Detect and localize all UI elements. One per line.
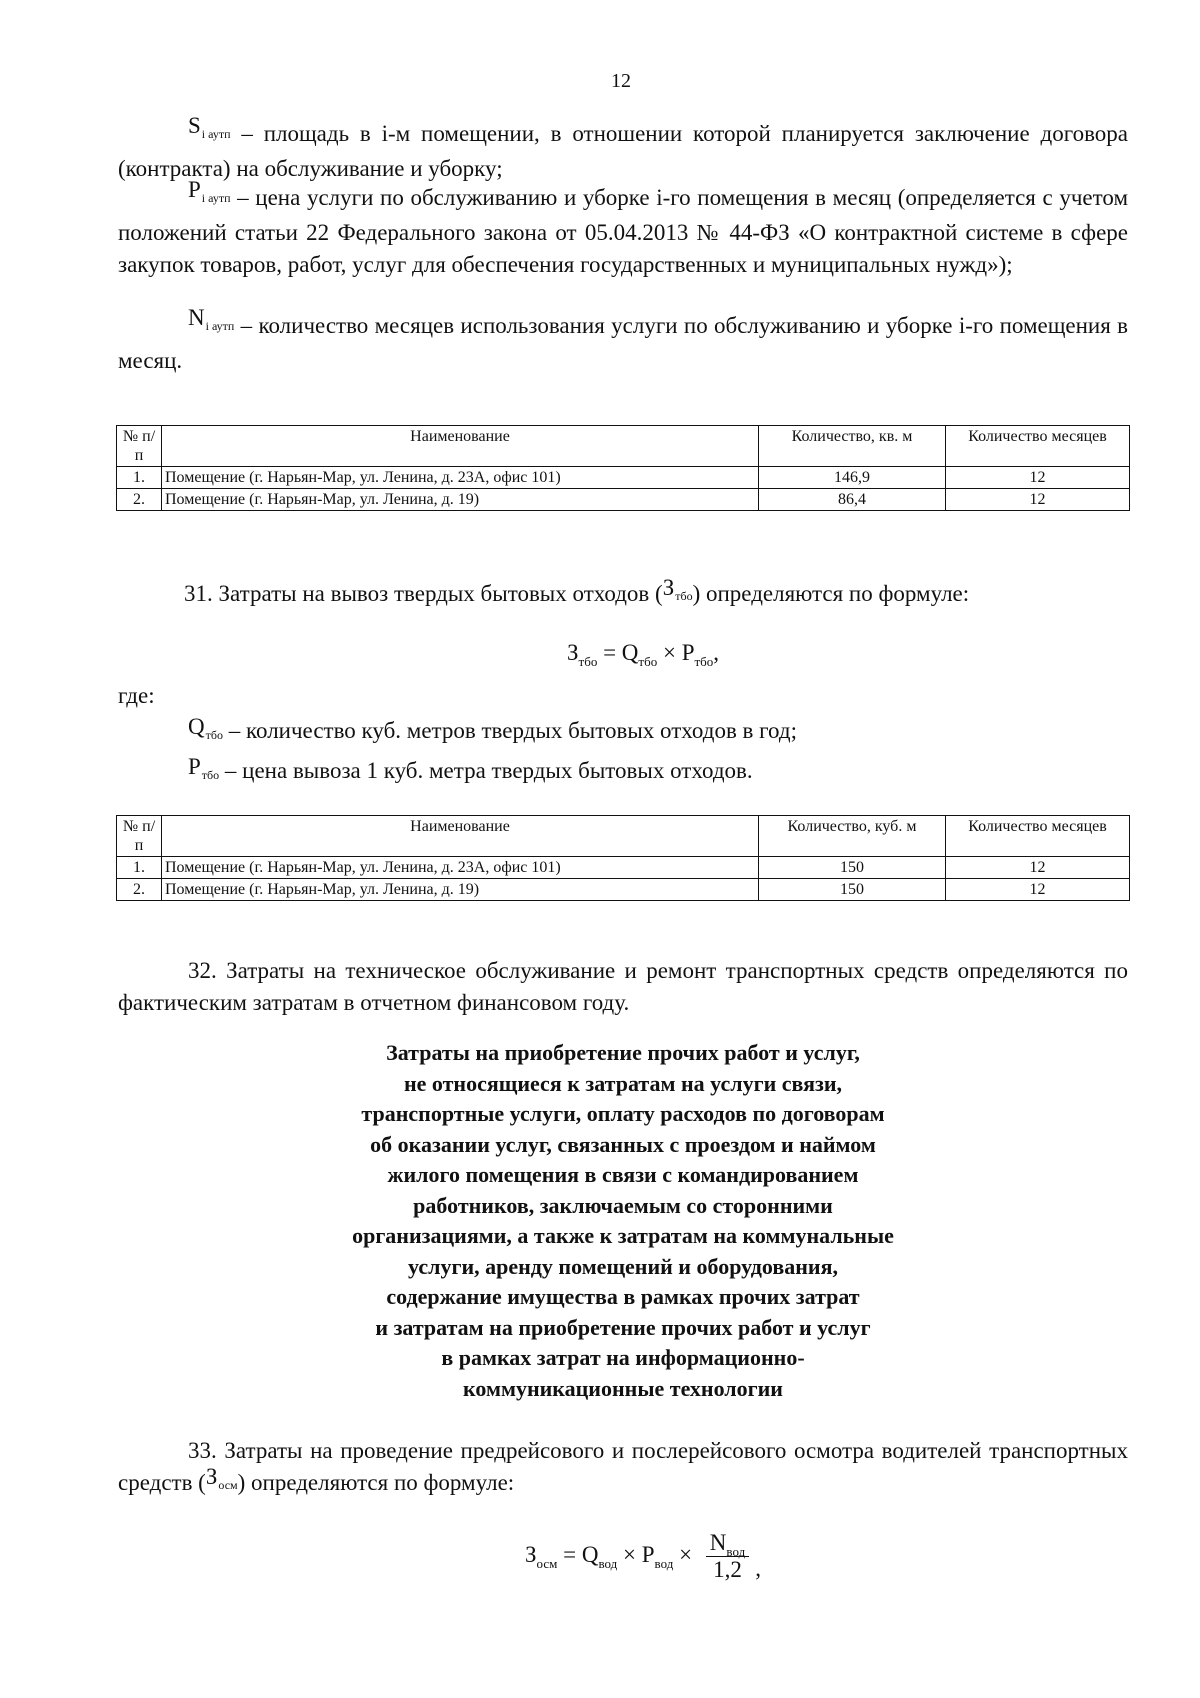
table-row [117,879,1130,901]
definition-text: – цена услуги по обслуживанию и уборке i-го помещения в месяц (определяется с учетом положений статьи 22 Федерального закона от 05.04.2013 № 44-ФЗ «О контрактной системе в сфере закупок товаров, работ, услуг для обеспечения государственных и муниципальных нужд»); [118,185,1128,277]
definition-s-autp [118,113,1128,185]
row-name: Помещение (г. Нарьян-Мар, ул. Ленина, д. 23А, офис 101) [162,467,759,489]
col-header-months: Количество месяцев [946,816,1130,857]
col-header-name: Наименование [162,426,759,467]
table-header-row [117,426,1130,467]
row-months: 12 [946,467,1130,489]
heading-line: организациями, а также к затратам на коммунальные [352,1223,894,1248]
formula-tbo: $З_{тбо} = Q_{тбо} \times P_{тбо}$, [567,640,720,669]
row-number: 1. [117,857,162,879]
heading-line: транспортные услуги, оплату расходов по договорам [361,1101,885,1126]
row-number: 2. [117,879,162,901]
row-months: 12 [946,879,1130,901]
table-header-row [117,816,1130,857]
row-number: 1. [117,467,162,489]
var-symbol: $З_{тбо}$ [662,575,693,603]
definition-q-tbo: $Q_{тбо}$ – количество куб. метров твердых бытовых отходов в год; [118,715,1128,750]
table-row [117,489,1130,511]
waste-volume-table [116,815,1130,901]
fraction: $\frac{N_{вод}}{1,2}$ [706,1530,749,1583]
var-symbol: $P_{i аутп}$ [188,177,231,205]
paragraph-33: 33. Затраты на проведение предрейсового и послерейсового осмотра водителей транспортных средств $(З_{осм})$ определяются по формуле: [118,1438,1128,1495]
row-quantity: 146,9 [759,467,946,489]
heading-line: работников, заключаемым со сторонними [413,1192,833,1218]
definition-p-autp [118,177,1128,281]
var-symbol: $S_{i аутп}$ [188,113,231,141]
page-number: 12 [611,70,631,92]
var-symbol: $Q_{тбо}$ [188,714,223,742]
definition-text: – количество месяцев использования услуги по обслуживанию и уборке i-го помещения в месяц. [118,313,1128,373]
table-row [117,857,1130,879]
heading-line: содержание имущества в рамках прочих затрат [386,1284,860,1309]
table-row [117,467,1130,489]
heading-line: Затраты на приобретение прочих работ и услуг, [386,1040,860,1065]
row-months: 12 [946,857,1130,879]
row-name: Помещение (г. Нарьян-Мар, ул. Ленина, д. 19) [162,879,759,901]
col-header-months: Количество месяцев [946,426,1130,467]
var-symbol: $З_{осм}$ [205,1464,238,1492]
definition-p-tbo: $P_{тбо}$ – цена вывоза 1 куб. метра твердых бытовых отходов. [118,755,1128,790]
heading-line: об оказании услуг, связанных с проездом и наймом [370,1131,876,1157]
row-quantity: 150 [759,857,946,879]
heading-line: и затратам на приобретение прочих работ и услуг [375,1314,871,1340]
row-number: 2. [117,489,162,511]
paragraph-32: 32. Затраты на техническое обслуживание и ремонт транспортных средств определяются по фактическим затратам в отчетном финансовом году. [118,958,1128,1015]
heading-line: коммуникационные технологии [463,1375,783,1401]
paragraph-31: 31. Затраты на вывоз твердых бытовых отходов $(З_{тбо})$ определяются по формуле: [118,578,1128,613]
heading-line: не относящиеся к затратам на услуги связи, [403,1070,843,1096]
where-label: где: [118,683,155,708]
row-quantity: 150 [759,879,946,901]
formula-osm: $З_{осм} = Q_{вод} \times P_{вод}$ × $\frac{N_{вод}}{1,2}$ , [525,1530,761,1582]
col-header-quantity: Количество, кв. м [759,426,946,467]
row-quantity: 86,4 [759,489,946,511]
col-header-number: № п/п [117,426,162,467]
col-header-quantity: Количество, куб. м [759,816,946,857]
col-header-name: Наименование [162,816,759,857]
heading-line: жилого помещения в связи с командированием [387,1162,859,1187]
col-header-number: № п/п [117,816,162,857]
heading-line: услуги, аренду помещений и оборудования, [408,1253,838,1279]
row-months: 12 [946,489,1130,511]
definition-text: – площадь в i-м помещении, в отношении которой планируется заключение договора (контракта) на обслуживание и уборку; [118,121,1128,181]
definition-n-autp [118,305,1128,377]
premises-area-table [116,425,1130,511]
row-name: Помещение (г. Нарьян-Мар, ул. Ленина, д. 19) [162,489,759,511]
var-symbol: $N_{i аутп}$ [188,305,235,333]
row-name: Помещение (г. Нарьян-Мар, ул. Ленина, д. 23А, офис 101) [162,857,759,879]
section-heading [118,1038,1128,1404]
heading-line: в рамках затрат на информационно- [441,1345,805,1370]
var-symbol: $P_{тбо}$ [188,754,220,782]
